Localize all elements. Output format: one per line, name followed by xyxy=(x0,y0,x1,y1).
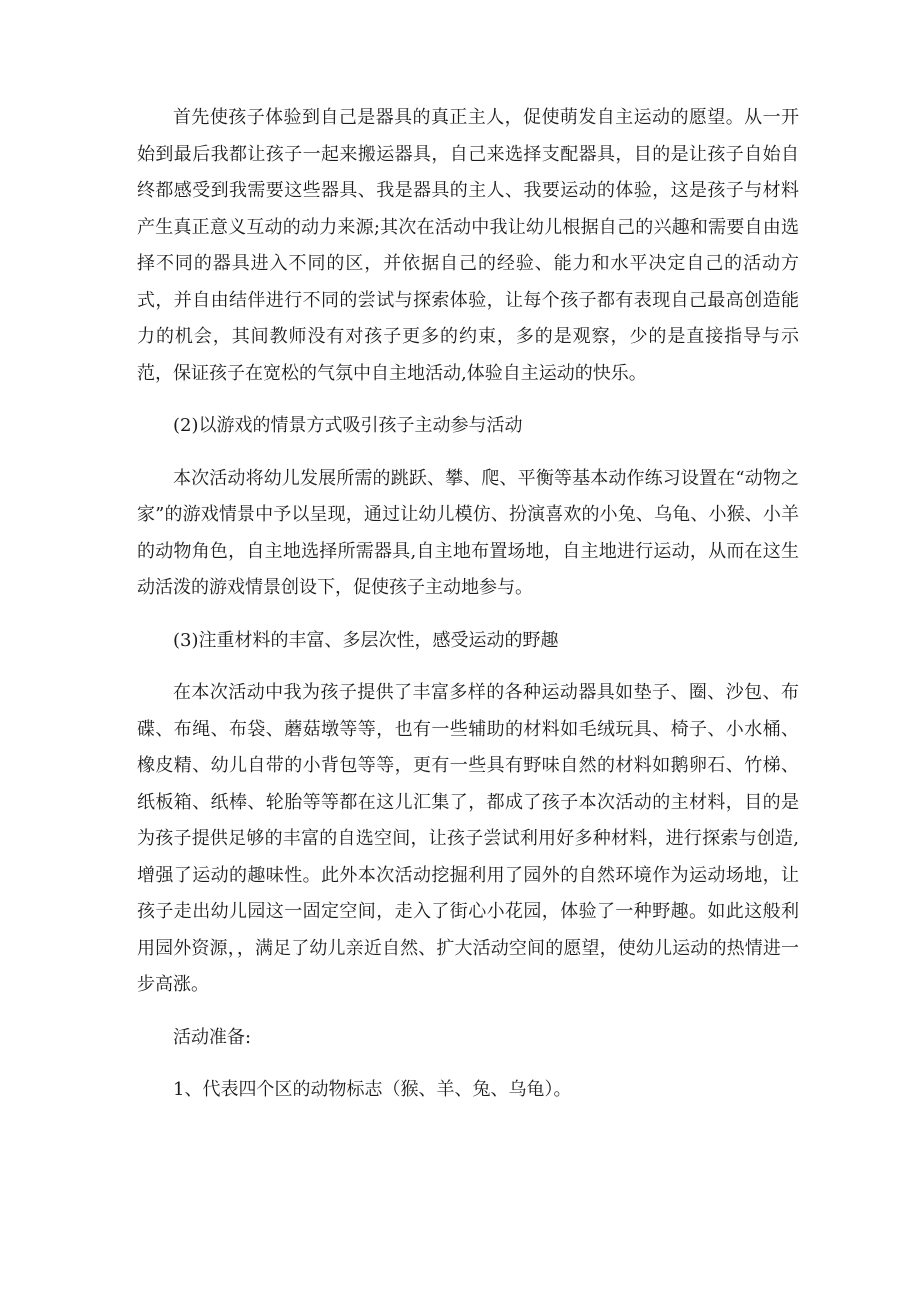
paragraph-game-scenario: 本次活动将幼儿发展所需的跳跃、攀、爬、平衡等基本动作练习设置在“动物之家”的游戏情景中予以呈现，通过让幼儿模仿、扮演喜欢的小兔、乌龟、小猴、小羊的动物角色，自主地选择所需器具,自主地布置场地，自主地进行运动，从而在这生动活泼的游戏情景创设下，促使孩子主动地参与。 xyxy=(137,467,799,598)
section-heading-2: (2)以游戏的情景方式吸引孩子主动参与活动 xyxy=(173,415,523,436)
paragraph-materials: 在本次活动中我为孩子提供了丰富多样的各种运动器具如垫子、圈、沙包、布碟、布绳、布袋、蘑菇墩等等，也有一些辅助的材料如毛绒玩具、椅子、小水桶、橡皮精、幼儿自带的小背包等等，更有一些具有野味自然的材料如鹅卵石、竹梯、纸板箱、纸棒、轮胎等等都在这儿汇集了，都成了孩子本次活动的主材料，目的是为孩子提供足够的丰富的自选空间，让孩子尝试利用好多种材料，进行探索与创造,增强了运动的趣味性。此外本次活动挖掘利用了园外的自然环境作为运动场地，让孩子走出幼儿园这一固定空间，走入了街心小花园，体验了一种野趣。如此这般利用园外资源，，满足了幼儿亲近自然、扩大活动空间的愿望，使幼儿运动的热情进一步高涨。 xyxy=(137,682,799,995)
paragraph-intro: 首先使孩子体验到自己是器具的真正主人，促使萌发自主运动的愿望。从一开始到最后我都让孩子一起来搬运器具，自己来选择支配器具，目的是让孩子自始自终都感受到我需要这些器具、我是器具的主人、我要运动的体验，这是孩子与材料产生真正意义互动的动力来源;其次在活动中我让幼儿根据自己的兴趣和需要自由选择不同的器具进入不同的区，并依据自己的经验、能力和水平决定自己的活动方式，并自由结伴进行不同的尝试与探索体验，让每个孩子都有表现自己最高创造能力的机会，其间教师没有对孩子更多的约束，多的是观察，少的是直接指导与示范，保证孩子在宽松的气氛中自主地活动,体验自主运动的快乐。 xyxy=(137,107,799,384)
document-body xyxy=(137,100,799,1109)
activity-preparation-heading: 活动准备: xyxy=(173,1026,252,1048)
preparation-item-1: 1、代表四个区的动物标志（猴、羊、兔、乌龟）。 xyxy=(173,1079,572,1100)
section-heading-3: (3)注重材料的丰富、多层次性，感受运动的野趣 xyxy=(173,629,559,651)
